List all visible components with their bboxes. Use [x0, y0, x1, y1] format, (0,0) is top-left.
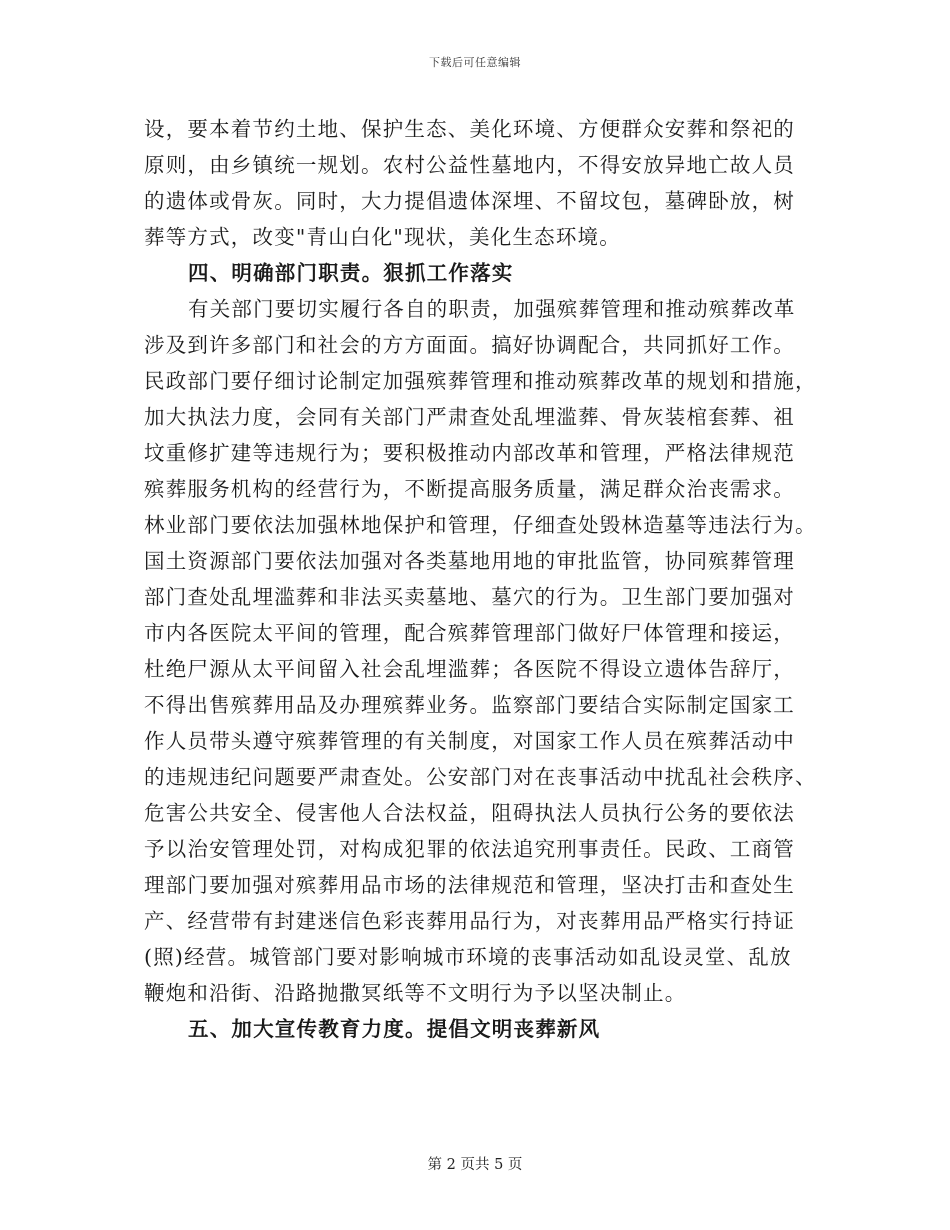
body-line: 部门查处乱埋滥葬和非法买卖墓地、墓穴的行为。卫生部门要加强对 [144, 585, 795, 609]
section-heading: 五、加大宣传教育力度。提倡文明丧葬新风 [188, 1017, 601, 1041]
body-line: 的遗体或骨灰。同时，大力提倡遗体深埋、不留坟包，墓碑卧放，树 [144, 189, 795, 213]
body-line: 民政部门要仔细讨论制定加强殡葬管理和推动殡葬改革的规划和措施， [144, 369, 817, 393]
document-body [144, 111, 817, 1047]
body-line: 的违规违纪问题要严肃查处。公安部门对在丧事活动中扰乱社会秩序、 [144, 765, 817, 789]
body-line: 作人员带头遵守殡葬管理的有关制度，对国家工作人员在殡葬活动中 [144, 729, 795, 753]
page-header: 下载后可任意编辑 [429, 56, 521, 69]
body-line: 鞭炮和沿街、沿路抛撒冥纸等不文明行为予以坚决制止。 [144, 981, 687, 1005]
body-line: 殡葬服务机构的经营行为，不断提高服务质量，满足群众治丧需求。 [144, 477, 795, 501]
body-line: 设，要本着节约土地、保护生态、美化环境、方便群众安葬和祭祀的 [144, 117, 795, 141]
body-line: 原则，由乡镇统一规划。农村公益性墓地内，不得安放异地亡故人员 [144, 153, 795, 177]
body-line: 杜绝尸源从太平间留入社会乱埋滥葬；各医院不得设立遗体告辞厅， [144, 657, 795, 681]
body-line: 林业部门要依法加强林地保护和管理，仔细查处毁林造墓等违法行为。 [144, 513, 817, 537]
body-line: 坟重修扩建等违规行为；要积极推动内部改革和管理，严格法律规范 [144, 441, 795, 465]
body-line: (照)经营。城管部门要对影响城市环境的丧事活动如乱设灵堂、乱放 [144, 945, 792, 969]
body-line: 不得出售殡葬用品及办理殡葬业务。监察部门要结合实际制定国家工 [144, 693, 795, 717]
body-line: 葬等方式，改变"青山白化"现状，美化生态环境。 [144, 225, 621, 249]
body-line: 危害公共安全、侵害他人合法权益，阻碍执法人员执行公务的要依法 [144, 801, 795, 825]
paragraph-first-line: 有关部门要切实履行各自的职责，加强殡葬管理和推动殡葬改革 [188, 297, 796, 321]
body-line: 予以治安管理处罚，对构成犯罪的依法追究刑事责任。民政、工商管 [144, 837, 795, 861]
body-line: 市内各医院太平间的管理，配合殡葬管理部门做好尸体管理和接运， [144, 621, 795, 645]
body-line: 产、经营带有封建迷信色彩丧葬用品行为，对丧葬用品严格实行持证 [144, 909, 795, 933]
body-line: 国土资源部门要依法加强对各类墓地用地的审批监管，协同殡葬管理 [144, 549, 795, 573]
body-line: 理部门要加强对殡葬用品市场的法律规范和管理，坚决打击和查处生 [144, 873, 795, 897]
page-number: 第 2 页共 5 页 [427, 1157, 523, 1173]
body-line: 涉及到许多部门和社会的方方面面。搞好协调配合，共同抓好工作。 [144, 333, 795, 357]
section-heading: 四、明确部门职责。狠抓工作落实 [188, 261, 514, 285]
body-line: 加大执法力度，会同有关部门严肃查处乱埋滥葬、骨灰装棺套葬、祖 [144, 405, 795, 429]
